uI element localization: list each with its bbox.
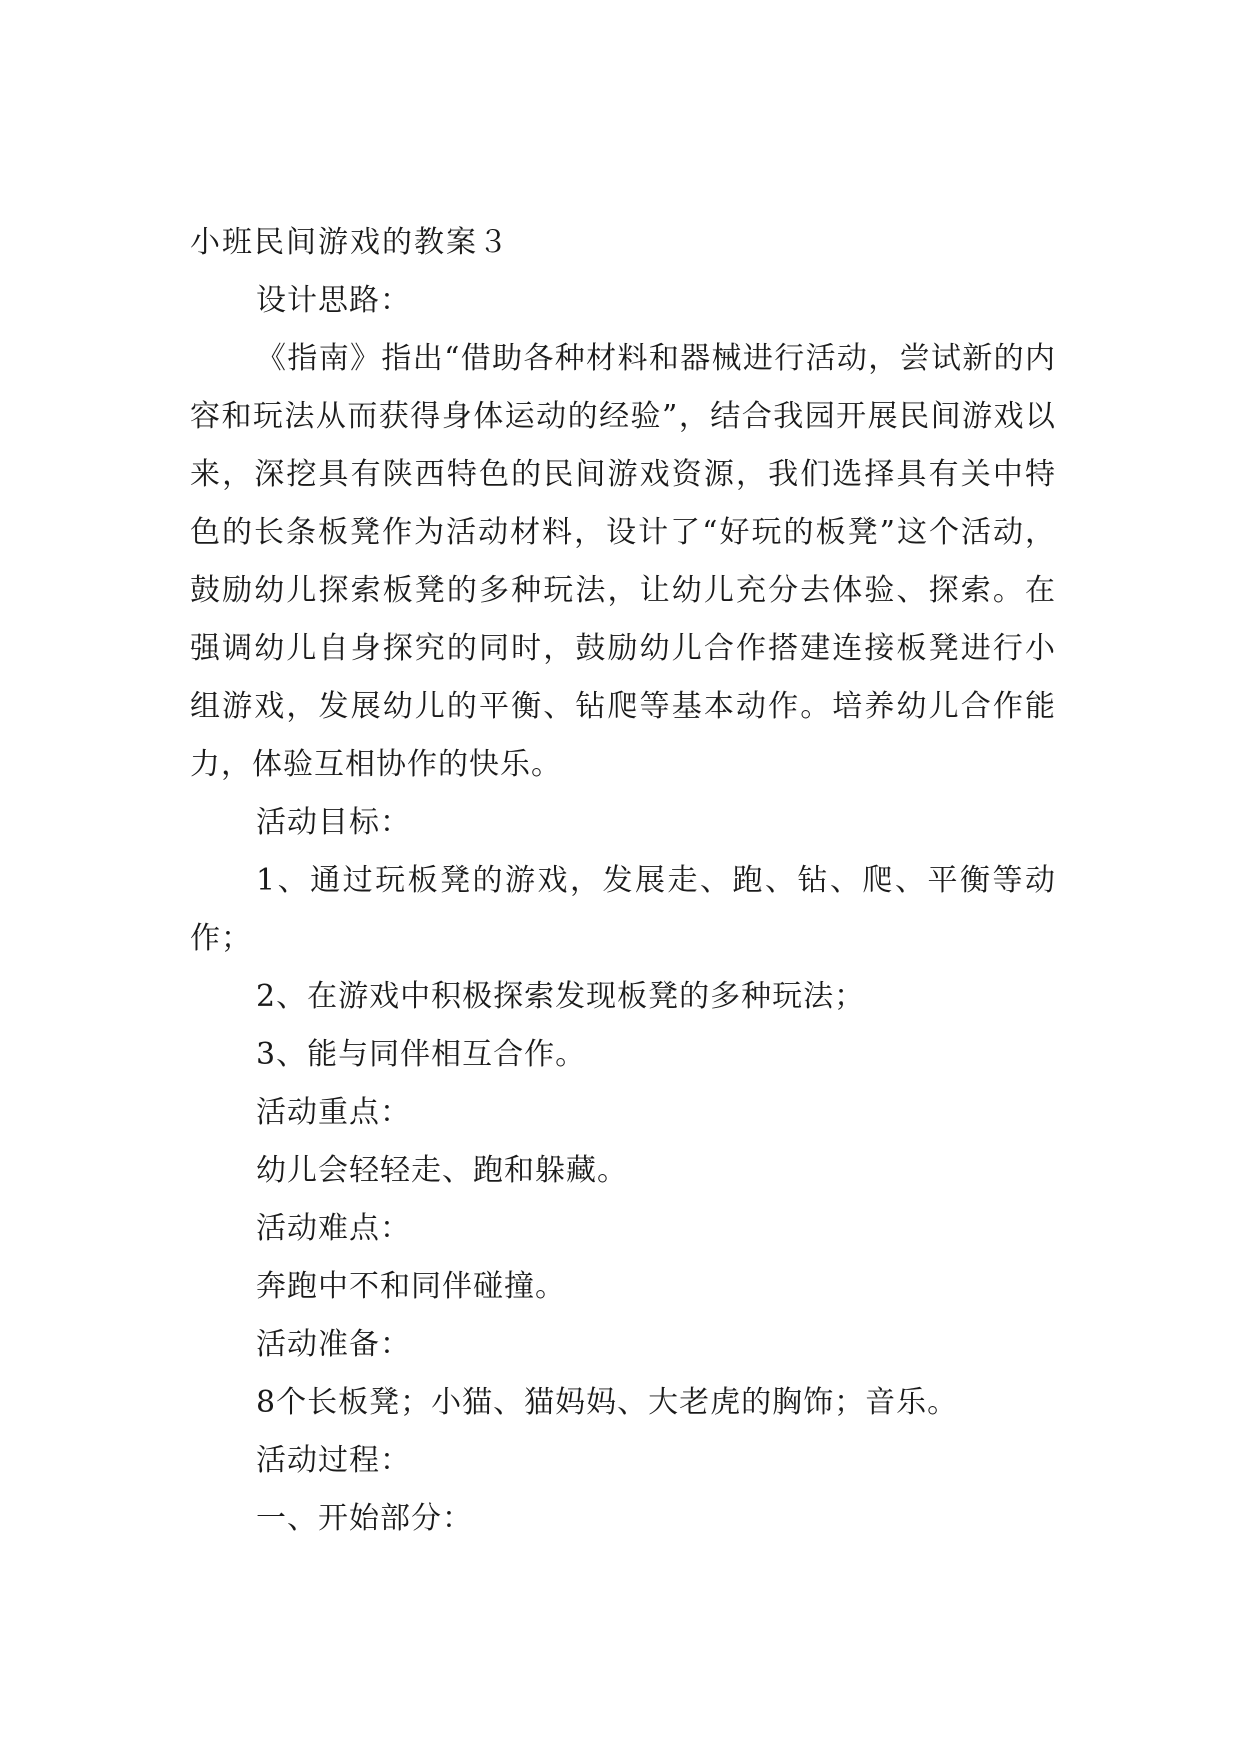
key-points-text: 幼儿会轻轻走、跑和躲藏。: [256, 1153, 628, 1188]
objective-item-3: 3、能与同伴相互合作。: [256, 1037, 587, 1072]
section-heading-key-points: 活动重点：: [256, 1095, 411, 1130]
section-heading-process: 活动过程：: [256, 1443, 411, 1478]
document-body: [190, 214, 1056, 1548]
section-heading-design-idea: 设计思路：: [256, 283, 411, 318]
preparation-text: 8个长板凳；小猫、猫妈妈、大老虎的胸饰；音乐。: [256, 1385, 959, 1420]
document-title: 小班民间游戏的教案３: [190, 225, 510, 260]
paragraph-design-idea: 《指南》指出“借助各种材料和器械进行活动，尝试新的内容和玩法从而获得身体运动的经验”，结合我园开展民间游戏以来，深挖具有陕西特色的民间游戏资源，我们选择具有关中特色的长条板凳作为活动材料，设计了“好玩的板凳”这个活动，鼓励幼儿探索板凳的多种玩法，让幼儿充分去体验、探索。在强调幼儿自身探究的同时，鼓励幼儿合作搭建连接板凳进行小组游戏，发展幼儿的平衡、钻爬等基本动作。培养幼儿合作能力，体验互相协作的快乐。: [190, 341, 1056, 782]
objective-item-2: 2、在游戏中积极探索发现板凳的多种玩法；: [256, 979, 866, 1014]
section-heading-preparation: 活动准备：: [256, 1327, 411, 1362]
section-heading-difficulties: 活动难点：: [256, 1211, 411, 1246]
objective-item-1: 1、通过玩板凳的游戏，发展走、跑、钻、爬、平衡等动作；: [190, 863, 1056, 956]
section-heading-objectives: 活动目标：: [256, 805, 411, 840]
process-part-1-heading: 一、开始部分：: [256, 1501, 473, 1536]
difficulties-text: 奔跑中不和同伴碰撞。: [256, 1269, 566, 1304]
